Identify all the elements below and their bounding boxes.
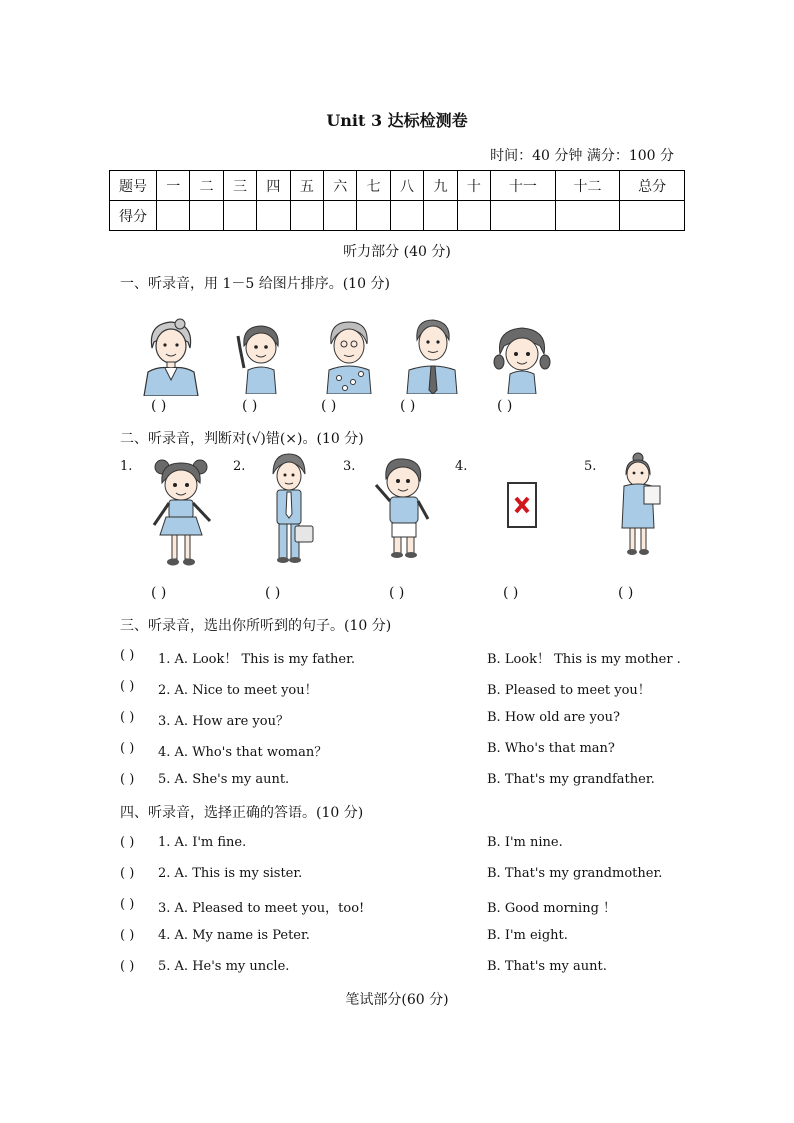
item-number: 5.: [584, 459, 597, 474]
option-b: B. That's my grandmother.: [487, 866, 663, 881]
option-a: 2. A. This is my sister.: [158, 866, 303, 881]
score-cell: 八: [390, 171, 423, 201]
score-entry-cell[interactable]: [324, 201, 357, 231]
girl-illustration: [492, 324, 552, 394]
option-b: B. I'm eight.: [487, 928, 568, 943]
score-table-header-row: [110, 171, 685, 201]
option-a: 3. A. How are you？: [158, 714, 289, 729]
option-b: B. That's my grandfather.: [487, 772, 655, 787]
score-cell: 十二: [555, 171, 620, 201]
grandmother-illustration: [323, 318, 375, 394]
score-entry-cell[interactable]: [290, 201, 323, 231]
option-b: B. I'm nine.: [487, 835, 563, 850]
woman-with-books-illustration: [618, 452, 664, 556]
option-a: 2. A. Nice to meet you！: [158, 683, 318, 698]
answer-paren[interactable]: ( ): [151, 585, 167, 601]
item-number: 2.: [233, 459, 246, 474]
score-entry-cell[interactable]: [390, 201, 423, 231]
score-entry-cell[interactable]: [223, 201, 256, 231]
score-entry-cell[interactable]: [190, 201, 223, 231]
answer-paren[interactable]: ( ): [151, 398, 167, 414]
score-entry-cell[interactable]: [457, 201, 490, 231]
score-entry-cell[interactable]: [157, 201, 190, 231]
score-entry-cell[interactable]: [620, 201, 685, 231]
written-title: 笔试部分(60 分): [345, 992, 449, 1008]
option-a: 5. A. He's my uncle.: [158, 959, 290, 974]
question-row: [120, 772, 680, 792]
option-a: 5. A. She's my aunt.: [158, 772, 290, 787]
man-with-briefcase-illustration: [265, 452, 317, 564]
option-a: 1. A. Look！ This is my father.: [158, 652, 356, 667]
answer-bracket[interactable]: ( ): [120, 648, 135, 663]
answer-bracket[interactable]: ( ): [120, 710, 135, 725]
broken-image-icon: [507, 482, 537, 528]
option-a: 4. A. Who's that woman？: [158, 745, 328, 760]
answer-bracket[interactable]: ( ): [120, 679, 135, 694]
listening-title: 听力部分 (40 分): [343, 244, 451, 260]
score-cell: 五: [290, 171, 323, 201]
score-entry-cell[interactable]: [424, 201, 457, 231]
answer-paren[interactable]: ( ): [503, 585, 519, 601]
answer-paren[interactable]: ( ): [321, 398, 337, 414]
answer-bracket[interactable]: ( ): [120, 928, 135, 943]
score-table: [109, 170, 685, 231]
waving-boy-illustration: [368, 455, 434, 559]
answer-paren[interactable]: ( ): [400, 398, 416, 414]
question-row: [120, 835, 680, 855]
section2-heading: 二、听录音，判断对(√)错(×)。(10 分): [120, 431, 364, 447]
score-entry-cell[interactable]: [357, 201, 390, 231]
answer-bracket[interactable]: ( ): [120, 866, 135, 881]
option-b: B. Who's that man?: [487, 741, 615, 756]
item-number: 3.: [343, 459, 356, 474]
score-cell: 二: [190, 171, 223, 201]
answer-paren[interactable]: ( ): [265, 585, 281, 601]
score-cell: 题号: [110, 171, 157, 201]
answer-bracket[interactable]: ( ): [120, 741, 135, 756]
question-row: [120, 959, 680, 979]
question-row: [120, 679, 680, 699]
score-cell: 六: [324, 171, 357, 201]
score-entry-cell[interactable]: [257, 201, 290, 231]
question-row: [120, 897, 680, 917]
answer-paren[interactable]: ( ): [242, 398, 258, 414]
option-a: 1. A. I'm fine.: [158, 835, 247, 850]
question-row: [120, 866, 680, 886]
score-cell: 总分: [620, 171, 685, 201]
section4-heading: 四、听录音，选择正确的答语。(10 分): [120, 805, 364, 821]
girl-full-illustration: [148, 455, 214, 569]
question-row: [120, 710, 680, 730]
score-cell: 九: [424, 171, 457, 201]
score-cell: 十: [457, 171, 490, 201]
section1-heading: 一、听录音，用 1－5 给图片排序。(10 分): [120, 276, 390, 292]
option-b: B. Pleased to meet you！: [487, 683, 651, 698]
page-title: Unit 3 达标检测卷: [326, 111, 468, 130]
time-score-line: 时间：40 分钟 满分：100 分: [490, 148, 674, 164]
score-cell: 得分: [110, 201, 157, 231]
answer-bracket[interactable]: ( ): [120, 959, 135, 974]
answer-bracket[interactable]: ( ): [120, 772, 135, 787]
answer-paren[interactable]: ( ): [618, 585, 634, 601]
option-a: 3. A. Pleased to meet you，too!: [158, 901, 365, 916]
answer-bracket[interactable]: ( ): [120, 897, 135, 912]
score-table-score-row: [110, 201, 685, 231]
option-a: 4. A. My name is Peter.: [158, 928, 310, 943]
option-b: B. That's my aunt.: [487, 959, 607, 974]
score-cell: 十一: [491, 171, 556, 201]
score-entry-cell[interactable]: [491, 201, 556, 231]
man-illustration: [403, 316, 461, 394]
question-row: [120, 741, 680, 761]
woman-illustration: [138, 318, 204, 396]
section3-heading: 三、听录音，选出你所听到的句子。(10 分): [120, 618, 392, 634]
question-row: [120, 648, 680, 668]
answer-bracket[interactable]: ( ): [120, 835, 135, 850]
score-cell: 一: [157, 171, 190, 201]
boy-illustration: [232, 322, 286, 394]
answer-paren[interactable]: ( ): [497, 398, 513, 414]
answer-paren[interactable]: ( ): [389, 585, 405, 601]
option-b: B. How old are you?: [487, 710, 620, 725]
question-row: [120, 928, 680, 948]
score-cell: 三: [223, 171, 256, 201]
option-b: B. Look！ This is my mother .: [487, 652, 681, 667]
item-number: 1.: [120, 459, 133, 474]
option-b: B. Good morning ！: [487, 901, 617, 916]
item-number: 4.: [455, 459, 468, 474]
score-cell: 四: [257, 171, 290, 201]
score-entry-cell[interactable]: [555, 201, 620, 231]
score-cell: 七: [357, 171, 390, 201]
